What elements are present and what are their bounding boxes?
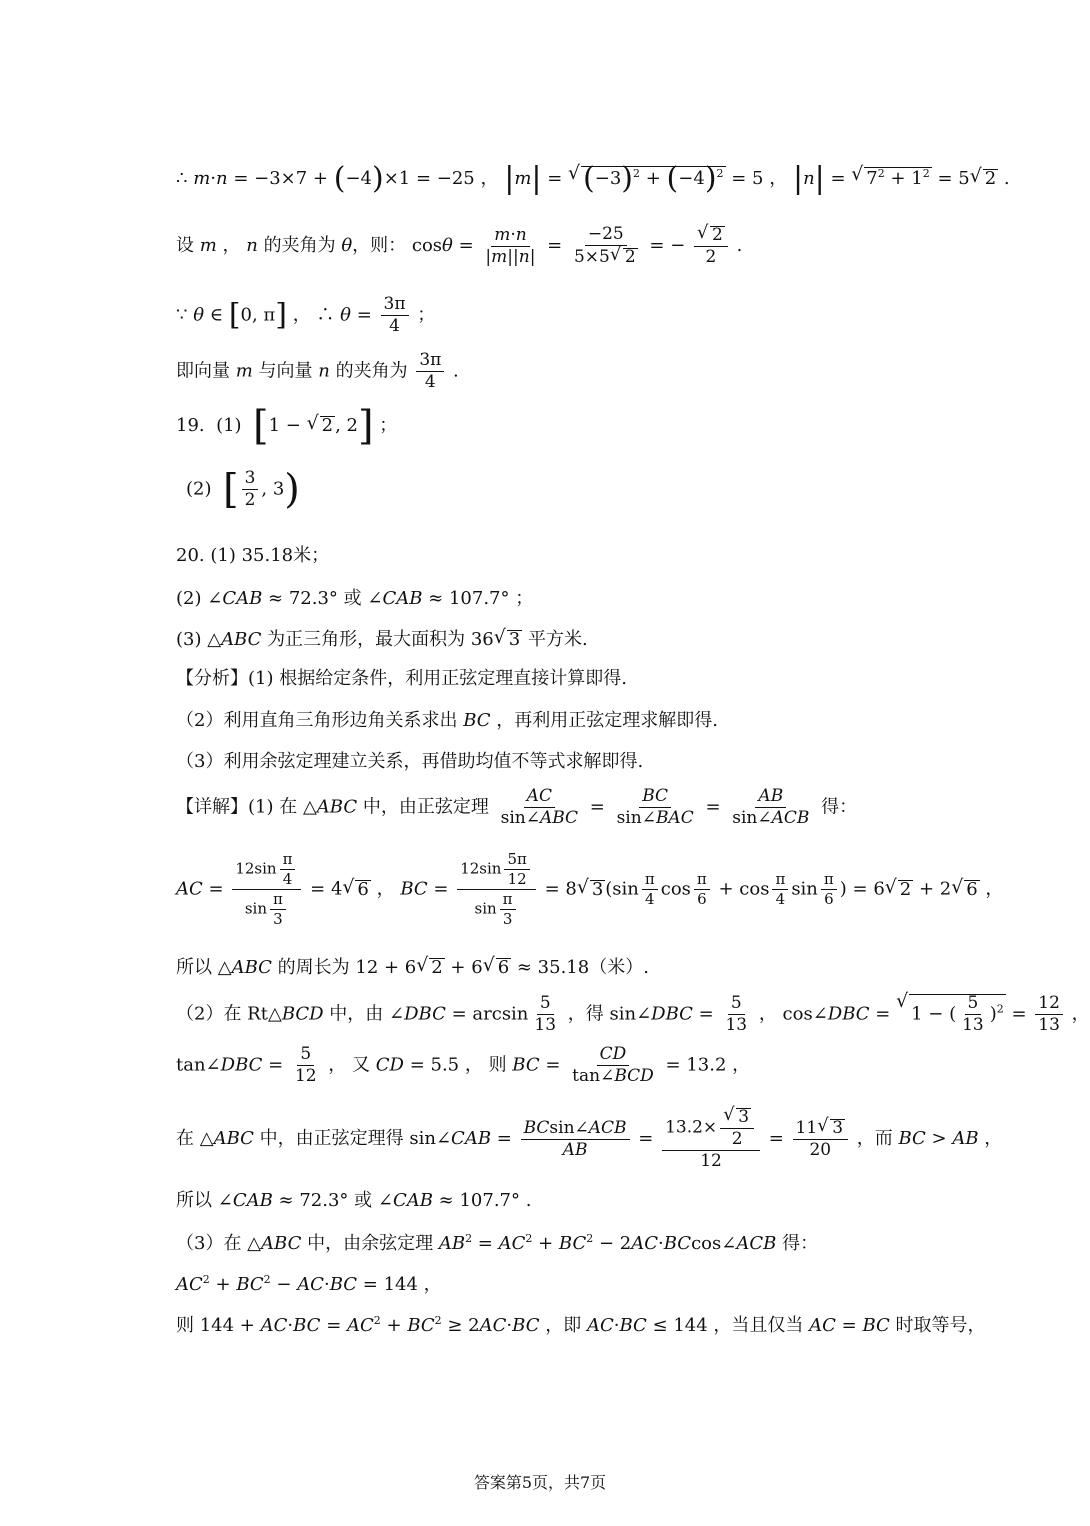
line-9-render: (3) △ABC 为正三角形，最大面积为 36√ 3 平方米. (176, 630, 588, 649)
line-16-render: （2）在 Rt△BCD 中，由 ∠DBC = arcsin $\frac{5}{13}$ ，得 sin∠DBC = $\frac{5}{13}$ ， cos∠DBC = √ 1 − ( $\frac{5}{13}$ )$^2$ = $\frac{12}{13}$ ， (176, 994, 1090, 1034)
line-6-render: (2) [ $\frac{3}{2}$ , 3) (186, 466, 300, 513)
line-7: 20. (1) 35.18米； (176, 545, 330, 566)
line-11-render: （2）利用直角三角形边角关系求出 BC ，再利用正弦定理求解即得. (176, 710, 718, 731)
line-14-render: AC = 12sin $\frac{\pi}{4}$ sin $\frac{\pi}{3}$ = 4√ 6 ， BC = 12sin $\frac{5\pi}{12}$ sin $\frac{\pi}{3}$ = 8√ 3 (sin $\frac{\pi}{4}$ cos $\frac{\pi}{6}$ + cos $\frac{\pi}{4}$ sin $\frac{\pi}{6}$ ) = 6√ 2 + 2√ 6 ， (176, 852, 1003, 927)
line-2-render: 设 m ， n 的夹角为 θ，则： cosθ = $\frac{m\cdot n}{|m||n|}$ = $\frac{-25}{5\times 5√ 2}$ = − √ $\frac{2}{2}$ . (176, 226, 742, 266)
line-18-render: 在 △ABC 中，由正弦定理得 sin∠CAB = $\frac{\text{BCsin∠ACB}}{AB}$ = 13.2× √ $\frac{3}{2}$ 12 = $\frac{11√ 3}{20}$ ，而 BC > AB ， (176, 1108, 1002, 1170)
line-17-render: tan∠DBC = $\frac{5}{12}$ ， 又 CD = 5.5 ， 则 BC = $\frac{CD}{\text{tan∠BCD}}$ = 13.2 ， (176, 1044, 751, 1086)
line-8-render: (2) ∠CAB ≈ 72.3° 或 ∠CAB ≈ 107.7° ； (176, 588, 534, 609)
line-19-render: 所以 ∠CAB ≈ 72.3° 或 ∠CAB ≈ 107.7° . (176, 1190, 532, 1211)
line-13-render: 【详解】(1) 在 △ABC 中，由正弦定理 $\frac{AC}{\text{sin∠ABC}}$ = $\frac{BC}{\text{sin∠BAC}}$ = $\frac{AB}{\text{sin∠ACB}}$ 得： (176, 786, 858, 828)
page-footer: 答案第5页，共7页 (473, 1473, 607, 1492)
line-1-render: ∴ m·n = −3×7 + (−4)×1 = −25 ， |m| = √ $(-3)^2 + (-4)^2 = 5$ ， |n| = √ $7^2 + 1^2 = 5√$ 2 . (176, 166, 1010, 191)
line-15-render: 所以 △ABC 的周长为 12 + 6√ 2 + 6√ 6 ≈ 35.18（米）. (176, 958, 649, 977)
line-5-render: 19. (1) [1 − √ 2 , 2] ； (176, 410, 397, 442)
line-22-render: 则 $144 + AC\cdot BC = AC^2 + BC^2 \ge 2AC\cdot BC$ ，即 AC·BC ≤ 144 ，当且仅当 AC = BC 时取等号， (176, 1314, 986, 1336)
line-20-render: （3）在 △ABC 中，由余弦定理 $AB^2 = AC^2 + BC^2$ − 2AC·BCcos∠ACB 得： (176, 1232, 819, 1254)
line-12: （3）利用余弦定理建立关系，再借助均值不等式求解即得. (176, 751, 644, 772)
line-4-render: 即向量 m 与向量 n 的夹角为 $\frac{3\pi}{4}$ . (176, 350, 459, 392)
line-10: 【分析】(1) 根据给定条件，利用正弦定理直接计算即得. (176, 668, 627, 689)
line-21-render: $AC^2 + BC^2 - AC\cdot BC = 144$ ， (176, 1273, 442, 1295)
line-3-render: ∵ θ ∈ [0, π] ， ∴ θ = $\frac{3\pi}{4}$ ； (176, 294, 436, 336)
